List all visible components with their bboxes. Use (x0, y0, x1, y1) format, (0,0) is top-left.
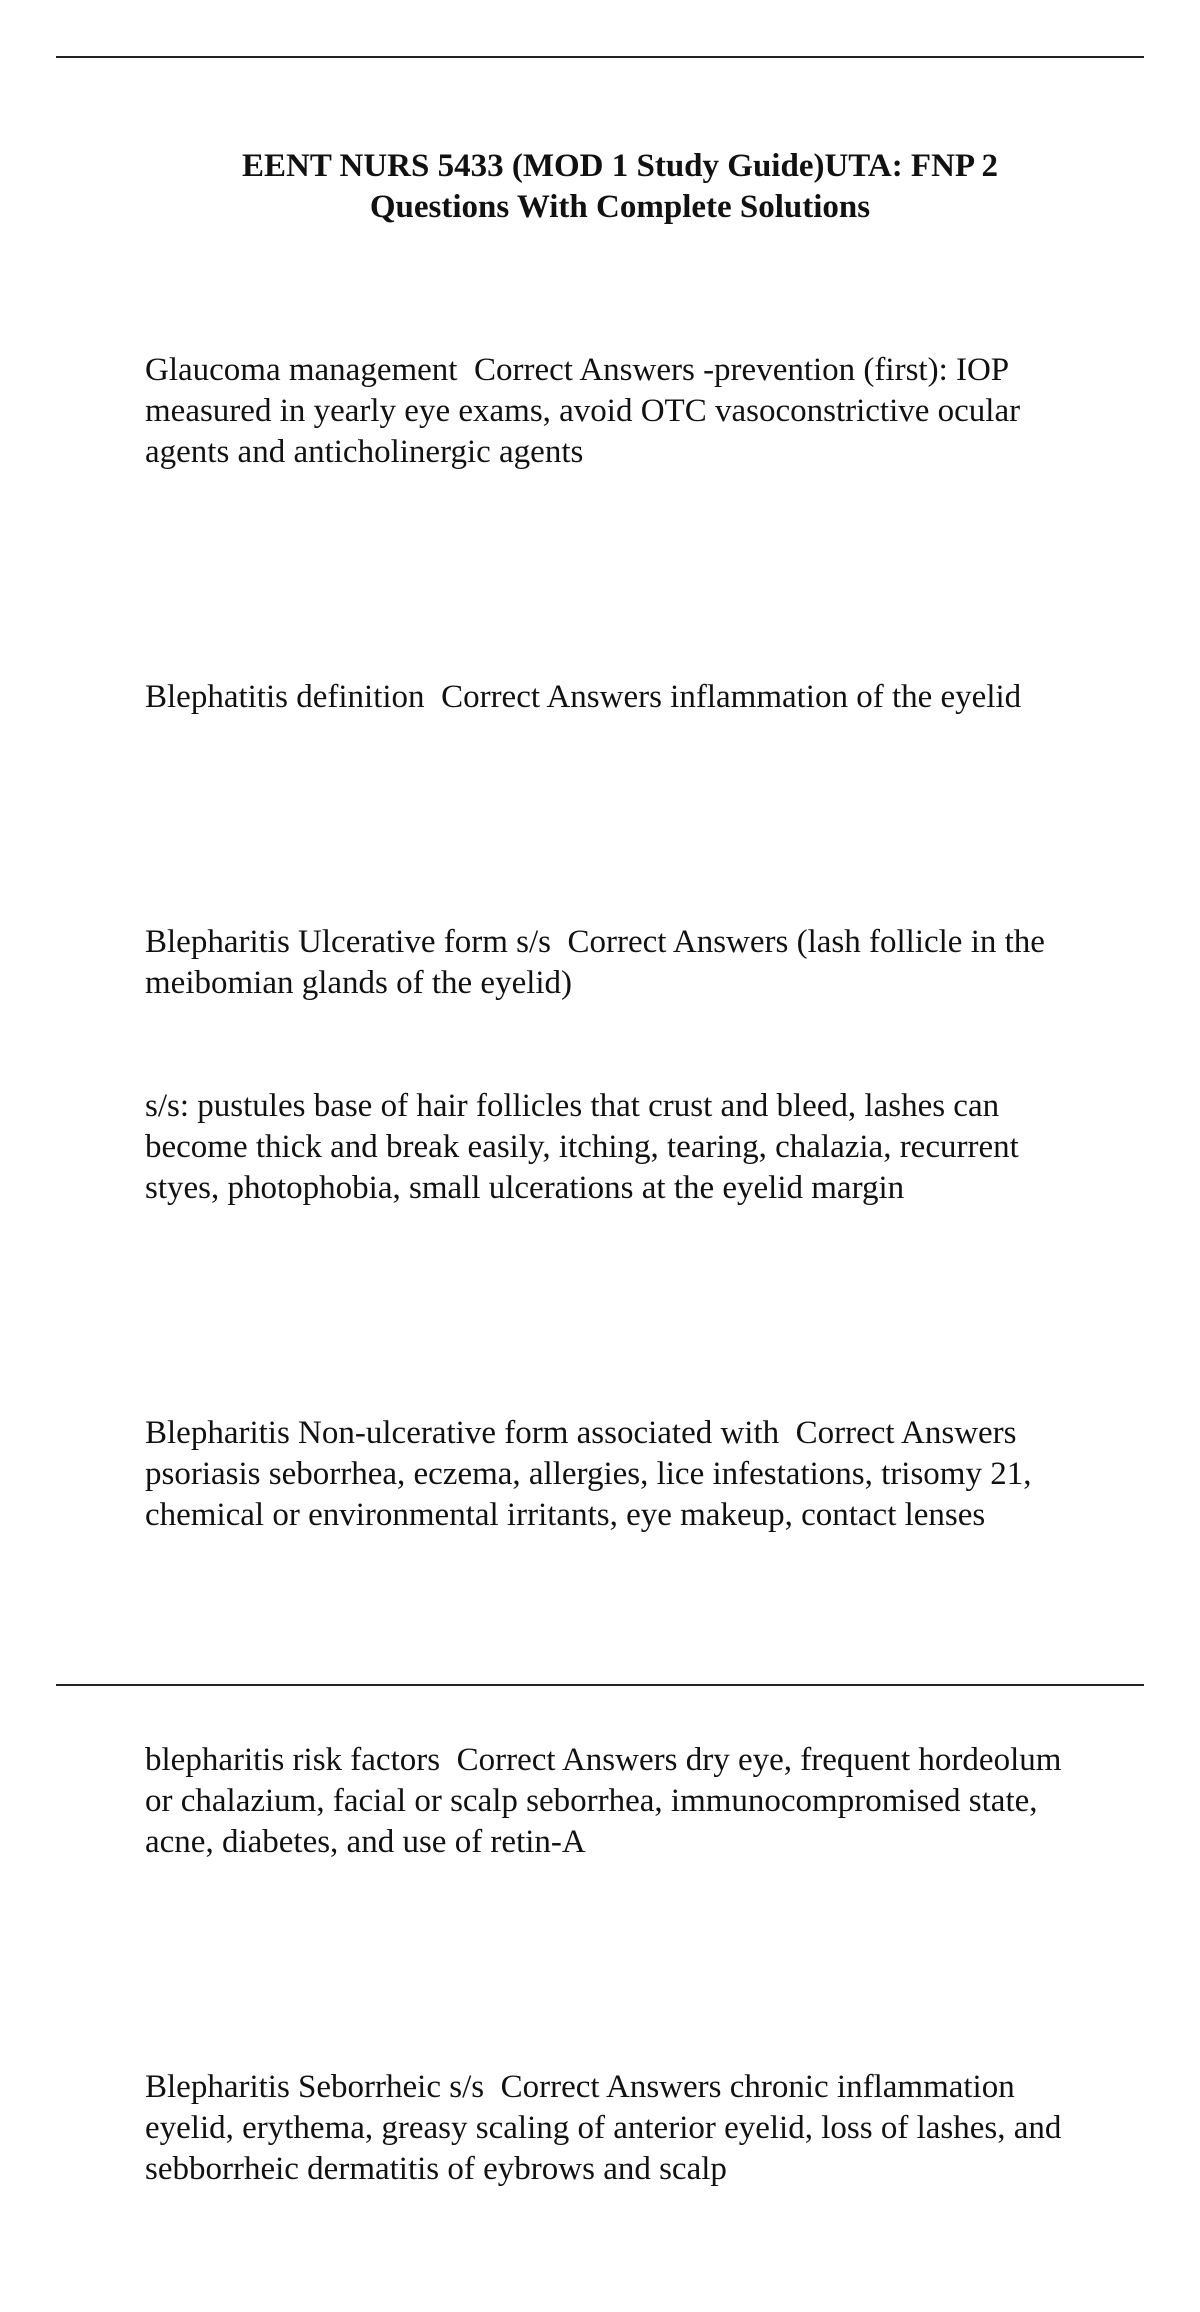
entry-answer: Correct Answers psoriasis seborrhea, eczema, allergies, lice infestations, trisomy 21, chemical or environmental irritants, eye makeup, contact lenses (145, 1415, 1040, 1533)
bottom-divider (56, 1684, 1144, 1686)
qa-entry-glaucoma-management (145, 268, 1095, 555)
entry-answer: Correct Answers (lash follicle in the meibomian glands of the eyelid) (145, 924, 1054, 1001)
entry-answer-continued: s/s: pustules base of hair follicles that crust and bleed, lashes can become thick and break easily, itching, tearing, chalazia, recurrent styes, photophobia, small ulcerations at the eyelid margin (145, 1088, 1028, 1206)
document-page (145, 146, 1095, 2312)
qa-entry-blepharitis-risk-factors (145, 1658, 1095, 1945)
entry-term: Blepharitis Non-ulcerative form associated with (145, 1415, 780, 1451)
entry-term: Blephatitis definition (145, 679, 425, 715)
entry-answer: Correct Answers inflammation of the eyelid (441, 679, 1022, 715)
entry-term: Blepharitis Ulcerative form s/s (145, 924, 551, 960)
entry-answer: Correct Answers dry eye, frequent hordeolum or chalazium, facial or scalp seborrhea, immunocompromised state, acne, diabetes, and use of retin-A (145, 1742, 1070, 1860)
entry-answer: Correct Answers chronic inflammation eyelid, erythema, greasy scaling of anterior eyelid, loss of lashes, and sebborrheic dermatitis of eybrows and scalp (145, 2069, 1070, 2187)
entry-answer: Correct Answers -prevention (first): IOP measured in yearly eye exams, avoid OTC vasoconstrictive ocular agents and anticholinergic agents (145, 352, 1029, 470)
title-line-2: Questions With Complete Solutions (369, 189, 871, 225)
top-divider (56, 56, 1144, 58)
qa-entry-blephatitis-definition (145, 595, 1095, 800)
qa-entry-blepharitis-non-ulcerative (145, 1331, 1095, 1618)
title-line-1: EENT NURS 5433 (MOD 1 Study Guide)UTA: FNP 2 (241, 148, 999, 184)
qa-entry-blepharitis-seborrheic (145, 1985, 1095, 2272)
document-title (145, 146, 1095, 228)
entry-term: blepharitis risk factors (145, 1742, 441, 1778)
entry-term: Blepharitis Seborrheic s/s (145, 2069, 485, 2105)
qa-entry-blepharitis-ulcerative (145, 840, 1095, 1291)
entry-term: Glaucoma management (145, 352, 458, 388)
